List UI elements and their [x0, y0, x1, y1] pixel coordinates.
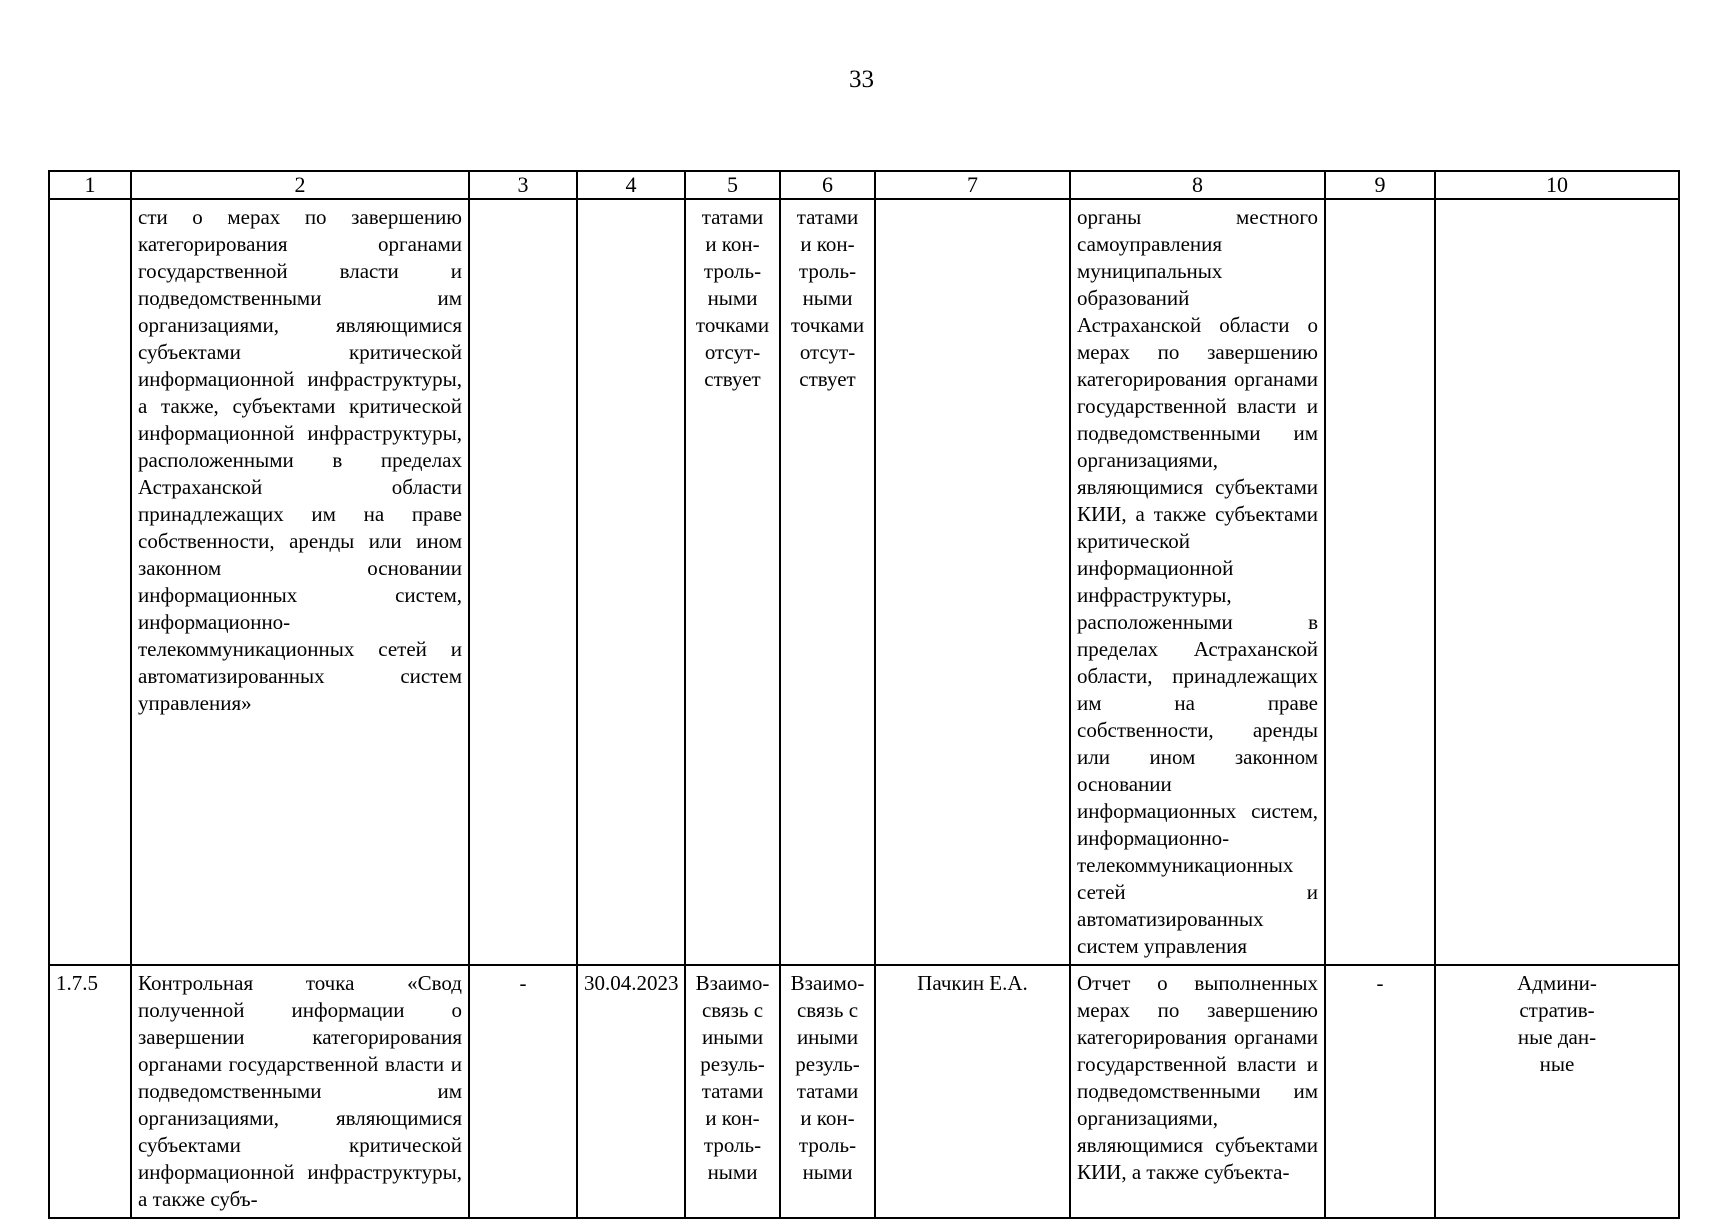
column-header: 7 [875, 171, 1070, 199]
column-header: 3 [469, 171, 577, 199]
end-date: 30.04.2023 [577, 965, 685, 1218]
predecessor: татами и кон- троль- ными точками отсут- ствует [685, 199, 780, 965]
start-date [469, 199, 577, 965]
table-header-row [49, 171, 1679, 199]
info-system [1435, 199, 1679, 965]
event-name: сти о мерах по завершению категорирования органами государственной власти и подведомственными им организациями, являющимися субъектами критической информационной инфраструктуры, а также, субъектами критической информационной инфраструктуры, расположенными в пределах Астраханской области принадлежащих им на праве собственности, аренды или ином законном основании информационных систем, информационно-телекоммуникационных сетей и автоматизированных систем управления» [131, 199, 469, 965]
page-number: 33 [849, 66, 874, 93]
successor: Взаимо- связь с иными резуль- татами и кон- троль- ными [780, 965, 875, 1218]
result-description: органы местного самоуправления муниципальных образований Астраханской области о мерах по завершению категорирования органами государственной власти и подведомственными им организациями, являющимися субъектами КИИ, а также субъектами критической информационной инфраструктуры, расположенными в пределах Астраханской области, принадлежащих им на праве собственности, аренды или ином законном основании информационных систем, информационно-телекоммуникационных сетей и автоматизированных систем управления [1070, 199, 1325, 965]
responsible [875, 199, 1070, 965]
level [1325, 199, 1435, 965]
predecessor: Взаимо- связь с иными резуль- татами и кон- троль- ными [685, 965, 780, 1218]
start-date: - [469, 965, 577, 1218]
column-header: 6 [780, 171, 875, 199]
row-number: 1.7.5 [49, 965, 131, 1218]
column-header: 5 [685, 171, 780, 199]
column-header: 1 [49, 171, 131, 199]
column-header: 2 [131, 171, 469, 199]
column-header: 4 [577, 171, 685, 199]
level: - [1325, 965, 1435, 1218]
table-row [49, 965, 1679, 1218]
row-number [49, 199, 131, 965]
result-description: Отчет о выполненных мерах по завершению категорирования органами государственной власти и подведомственными им организациями, являющимися субъектами КИИ, а также субъекта- [1070, 965, 1325, 1218]
column-header: 8 [1070, 171, 1325, 199]
column-header: 9 [1325, 171, 1435, 199]
responsible: Пачкин Е.А. [875, 965, 1070, 1218]
info-system: Админи- стратив- ные дан- ные [1435, 965, 1679, 1218]
end-date [577, 199, 685, 965]
column-header: 10 [1435, 171, 1679, 199]
table-row [49, 199, 1679, 965]
plan-table [48, 170, 1680, 1219]
successor: татами и кон- троль- ными точками отсут- ствует [780, 199, 875, 965]
event-name: Контрольная точка «Свод полученной информации о завершении категорирования органами государственной власти и подведомственными им организациями, являющимися субъектами критической информационной инфраструктуры, а также субъ- [131, 965, 469, 1218]
